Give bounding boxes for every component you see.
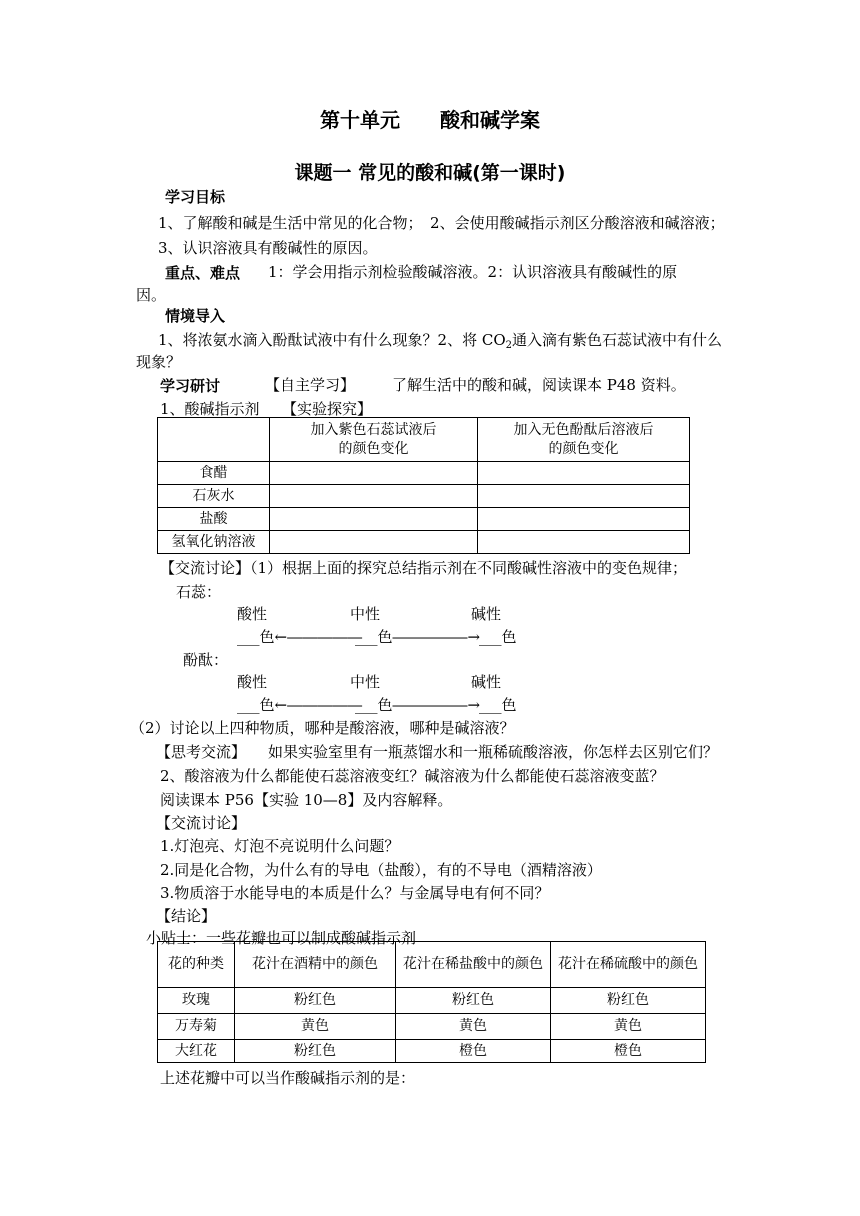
litmus-neutral: 中性: [350, 605, 381, 623]
table1-cell[interactable]: [270, 508, 478, 531]
think-label: 【思考交流】: [156, 743, 247, 761]
phenol-base-blank: ___色: [479, 696, 517, 714]
table1-cell[interactable]: [478, 508, 690, 531]
table2-cell: 粉红色: [396, 988, 551, 1014]
table1-cell[interactable]: [270, 462, 478, 485]
discussion-1: 【交流讨论】（1）根据上面的探究总结指示剂在不同酸碱性溶液中的变色规律；: [160, 559, 688, 577]
table2-header: 花的种类: [158, 942, 235, 988]
table2-cell: 橙色: [396, 1040, 551, 1063]
table1-header-litmus: [270, 418, 478, 462]
table1-cell[interactable]: [270, 485, 478, 508]
table1-header-litmus-l1: 加入紫色石蕊试液后: [310, 421, 437, 438]
intro-line-1-a: 1、将浓氨水滴入酚酞试液中有什么现象？2、将 CO: [158, 331, 506, 349]
table2-cell: 黄色: [551, 1014, 706, 1040]
table2-cell: 粉红色: [551, 988, 706, 1014]
table2-header: 花汁在酒精中的颜色: [235, 942, 396, 988]
self-study-label: 【自主学习】: [265, 376, 356, 394]
table2-header: 花汁在稀盐酸中的颜色: [396, 942, 551, 988]
phenol-label: 酚酞：: [183, 651, 229, 669]
table2-cell: 黄色: [396, 1014, 551, 1040]
table1-cell[interactable]: [270, 531, 478, 554]
table2-cell: 玫瑰: [158, 988, 235, 1014]
phenol-neutral: 中性: [350, 673, 381, 691]
unit-title: 第十单元 酸和碱学案: [320, 108, 540, 132]
final-question: 上述花瓣中可以当作酸碱指示剂的是：: [160, 1069, 416, 1087]
litmus-base: 碱性: [471, 605, 502, 623]
read-instruction: 阅读课本 P56【实验 10—8】及内容解释。: [160, 791, 453, 809]
self-study-text: 了解生活中的酸和碱，阅读课本 P48 资料。: [392, 376, 686, 394]
discussion-2-q1: 1.灯泡亮、灯泡不亮说明什么问题？: [160, 837, 400, 855]
goals-heading: 学习目标: [165, 188, 226, 206]
table1-cell[interactable]: [478, 462, 690, 485]
co2-subscript: 2: [505, 340, 513, 351]
table2-cell: 大红花: [158, 1040, 235, 1063]
table1-row-label: 食醋: [158, 462, 270, 485]
table1-header-phenol: [478, 418, 690, 462]
table1-header-phenol-l2: 的颜色变化: [548, 440, 619, 457]
table1-row-label: 盐酸: [158, 508, 270, 531]
indicator-line: 1、酸碱指示剂 【实验探究】: [160, 400, 373, 418]
table1-cell[interactable]: [478, 485, 690, 508]
intro-line-1: [158, 330, 722, 356]
table2-header: 花汁在稀硫酸中的颜色: [551, 942, 706, 988]
phenol-acid-blank: ___色←―――――: [237, 696, 363, 714]
study-heading: 学习研讨: [160, 377, 221, 395]
litmus-acid-blank: ___色←―――――: [237, 628, 363, 646]
litmus-label: 石蕊：: [176, 583, 222, 601]
think-text: 如果实验室里有一瓶蒸馏水和一瓶稀硫酸溶液，你怎样去区别它们？: [268, 743, 719, 761]
lesson-title: 课题一 常见的酸和碱(第一课时): [294, 162, 566, 184]
discussion-2-q3: 3.物质溶于水能导电的本质是什么？与金属导电有何不同？: [160, 884, 550, 902]
table1-row-label: 氢氧化钠溶液: [158, 531, 270, 554]
intro-line-2: 现象？: [136, 353, 182, 371]
table2-cell: 粉红色: [235, 1040, 396, 1063]
litmus-acid: 酸性: [237, 605, 268, 623]
phenol-neutral-blank: ___色―――――→: [355, 696, 481, 714]
goals-line-1: 1、了解酸和碱是生活中常见的化合物； 2、会使用酸碱指示剂区分酸溶液和碱溶液；: [158, 214, 725, 232]
table2-cell: 万寿菊: [158, 1014, 235, 1040]
discussion-2-q2: 2.同是化合物，为什么有的导电（盐酸），有的不导电（酒精溶液）: [160, 861, 602, 879]
table1-header-phenol-l1: 加入无色酚酞后溶液后: [513, 421, 654, 438]
table1-cell[interactable]: [478, 531, 690, 554]
table2-cell: 粉红色: [235, 988, 396, 1014]
flower-table: [157, 941, 706, 1063]
intro-heading: 情境导入: [165, 307, 226, 325]
question-acid: 2、酸溶液为什么都能使石蕊溶液变红？碱溶液为什么都能使石蕊溶液变蓝？: [160, 767, 665, 785]
goals-line-2: 3、认识溶液具有酸碱性的原因。: [158, 239, 378, 257]
phenol-base: 碱性: [471, 673, 502, 691]
phenol-acid: 酸性: [237, 673, 268, 691]
table1-header-litmus-l2: 的颜色变化: [338, 440, 409, 457]
table2-cell: 橙色: [551, 1040, 706, 1063]
discussion-2-label: 【交流讨论】: [156, 814, 247, 832]
indicator-table: [157, 417, 690, 554]
intro-line-1-b: 通入滴有紫色石蕊试液中有什么: [512, 331, 723, 349]
table2-cell: 黄色: [235, 1014, 396, 1040]
keypoints-heading: 重点、难点: [165, 264, 241, 282]
keypoints-line-2: 因。: [136, 286, 167, 304]
table1-row-label: 石灰水: [158, 485, 270, 508]
litmus-neutral-blank: ___色―――――→: [355, 628, 481, 646]
conclusion-label: 【结论】: [156, 907, 217, 925]
tip-text: 小贴士：一些花瓣也可以制成酸碱指示剂: [146, 929, 417, 947]
litmus-base-blank: ___色: [479, 628, 517, 646]
question-2: （2）讨论以上四种物质，哪种是酸溶液，哪种是碱溶液？: [130, 719, 515, 737]
keypoints-line-1: 1：学会用指示剂检验酸碱溶液。2：认识溶液具有酸碱性的原: [268, 263, 678, 281]
table1-corner: [158, 418, 270, 462]
